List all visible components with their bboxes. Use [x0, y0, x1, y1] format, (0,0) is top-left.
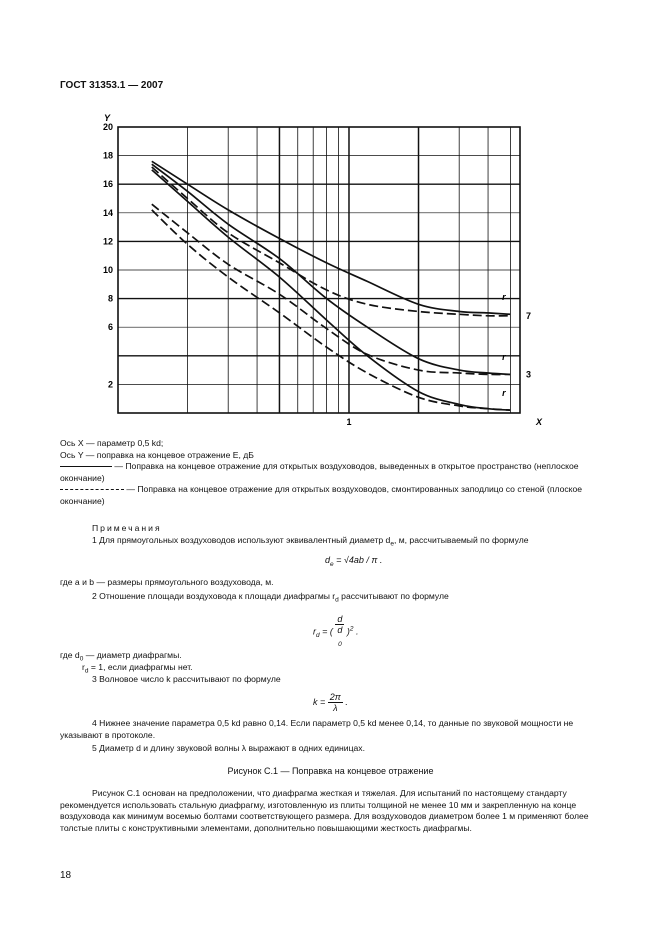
y-tick-label: 2	[107, 379, 113, 390]
legend-dashed-text: — Поправка на концевое отражение для открытых воздуховодов, смонтированных заподлицо со стеной (плоское окончание)	[60, 484, 583, 506]
y-tick-label: 14	[102, 207, 113, 218]
document-header: ГОСТ 31353.1 — 2007	[60, 80, 164, 91]
where-rd: $r_d = 1$, если диафрагмы нет.	[82, 662, 193, 675]
legend-dashed	[60, 484, 605, 507]
curve-dashed-middle	[152, 204, 511, 374]
page-number: 18	[60, 870, 72, 881]
x-tick-labels	[346, 417, 543, 427]
where-d0: где $d_0$ — диаметр диафрагмы.	[60, 650, 182, 663]
note-3: 3 Волновое число k рассчитывают по формуле	[92, 674, 281, 684]
curve-right-label: 7	[526, 310, 532, 321]
curve-end-label: r	[502, 352, 506, 363]
legend-solid	[60, 461, 605, 484]
note-2: 2 Отношение площади воздуховода к площади диафрагмы $r_d$ рассчитывают по формуле	[92, 591, 449, 604]
curve-end-label: r	[502, 292, 506, 303]
legend-y-axis: Ось Y — поправка на концевое отражение E, дБ	[60, 449, 254, 460]
note-4: 4 Нижнее значение параметра 0,5 kd равно 0,14. Если параметр 0,5 kd менее 0,14, то данные по звуковой мощности не указывают в протоколе.	[60, 718, 574, 740]
y-tick-label: 8	[107, 293, 113, 304]
note-5: 5 Диаметр d и длину звуковой волны λ выражают в одних единицах.	[92, 743, 365, 753]
x-tick-label: 1	[346, 417, 352, 427]
note-1: 1 Для прямоугольных воздуховодов используют эквивалентный диаметр $d_e$, м, рассчитываемый по формуле	[92, 535, 529, 548]
y-tick-label: 20	[102, 122, 113, 132]
y-tick-labels	[103, 113, 113, 389]
notes-title: Примечания	[92, 523, 162, 533]
curve-right-label: 3	[526, 369, 532, 380]
legend-solid-text: — Поправка на концевое отражение для открытых воздуховодов, выведенных в открытое пространство (неплоское окончание)	[60, 461, 579, 483]
legend-x-axis: Ось X — параметр 0,5 kd;	[60, 438, 164, 448]
y-tick-label: 16	[102, 179, 113, 190]
dashed-line-sample	[60, 489, 124, 490]
curve-end-label: r	[502, 387, 506, 398]
y-tick-label: 6	[107, 322, 113, 333]
chart-curves	[152, 161, 511, 410]
solid-line-sample	[60, 466, 112, 467]
curve-dashed-lower	[152, 210, 511, 410]
y-axis-label: Y	[103, 113, 110, 123]
end-reflection-chart	[0, 0, 661, 436]
figure-caption: Рисунок С.1 — Поправка на концевое отражение	[227, 766, 434, 776]
y-tick-label: 18	[102, 150, 113, 161]
where-a-b: где a и b — размеры прямоугольного воздуховода, м.	[60, 577, 274, 587]
formula-area-ratio: $r_d$ = ( d d $_0$ )$^2$ .	[313, 614, 359, 648]
x-axis-label: X	[536, 417, 543, 427]
y-tick-label: 12	[102, 236, 113, 247]
y-tick-label: 10	[102, 265, 113, 275]
chart-annotations	[502, 292, 531, 398]
legend	[60, 438, 605, 507]
formula-equivalent-diameter: $d_e = √4ab / \pi$ .	[325, 555, 383, 568]
formula-wave-number: k = $\frac{2\pi}{\lambda}$ .	[313, 692, 348, 713]
body-paragraph: Рисунок С.1 основан на предположении, что диафрагма жесткая и тяжелая. Для испытаний по настоящему стандарту рекомендуется использовать стальную диафрагму, изготовленную из плиты толщиной не менее 10 мм и закрепленную на конце воздуховода как минимум восемью болтами соответствующего размера. Для воздуховодов диаметром более 1 м применяют более толстые плиты с конструктивными элементами, дополнительно повышающими жесткость диафрагмы.	[60, 788, 589, 833]
